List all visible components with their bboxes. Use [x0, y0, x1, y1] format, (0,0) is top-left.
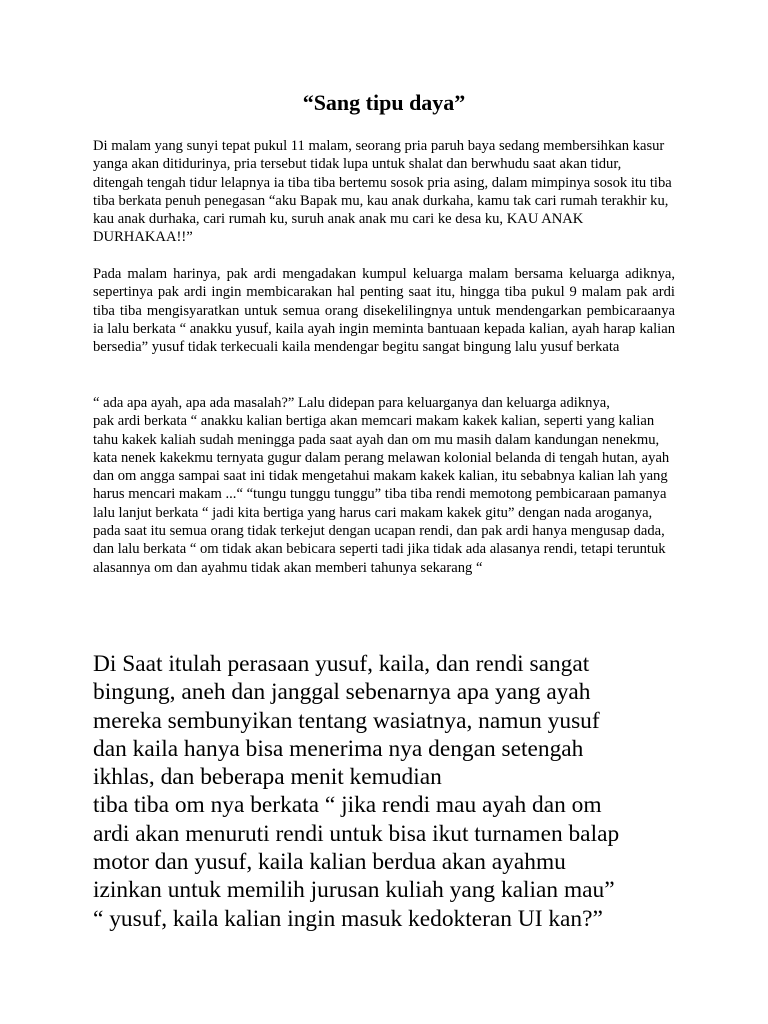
large-text-line: Di Saat itulah perasaan yusuf, kaila, dan rendi sangat — [93, 651, 590, 677]
large-text-line: mereka sembunyikan tentang wasiatnya, namun yusuf — [93, 707, 600, 734]
paragraph-3-line: dan lalu berkata “ om tidak akan bebicara seperti tadi jika tidak ada alasanya rendi, tetapi teruntuk alasannya om dan ayahmu tidak akan memberi tahunya sekarang “ — [93, 541, 666, 576]
document-title: “Sang tipu daya” — [302, 90, 466, 115]
large-text-line: bingung, aneh dan janggal sebenarnya apa yang ayah — [93, 679, 591, 706]
large-text-line: motor dan yusuf, kaila kalian berdua akan ayahmu — [93, 849, 566, 876]
large-text-line: ardi akan menuruti rendi untuk bisa ikut turnamen balap — [93, 820, 620, 847]
paragraph-1: Di malam yang sunyi tepat pukul 11 malam, seorang pria paruh baya sedang membersihkan kasur yanga akan ditidurinya, pria tersebut tidak lupa untuk shalat dan berwhudu saat akan tidur, ditengah tengah tidur lelapnya ia tiba tiba bertemu sosok pria asing, dalam mimpinya sosok itu tiba tiba berkata penuh penegasan “aku Bapak mu, kau anak durkaha, kamu tak cari rumah terakhir ku, kau anak durhaka, cari rumah ku, suruh anak anak mu cari ke desa ku, KAU ANAK DURHAKAA!!” — [93, 138, 672, 246]
large-text-line: “ yusuf, kaila kalian ingin masuk kedokteran UI kan?” — [93, 905, 603, 932]
large-text-line: tiba tiba om nya berkata “ jika rendi mau ayah dan om — [93, 792, 602, 819]
large-text-line: ikhlas, dan beberapa menit kemudian — [93, 764, 442, 791]
large-text-block — [93, 650, 693, 933]
large-text-line: dan kaila hanya bisa menerima nya dengan setengah — [93, 735, 584, 762]
large-text-line: izinkan untuk memilih jurusan kuliah yang kalian mau” — [93, 877, 615, 904]
paragraph-3 — [93, 394, 675, 577]
paragraph-3-line: “ ada apa ayah, apa ada masalah?” Lalu didepan para keluarganya dan keluarga adiknya, — [93, 395, 610, 411]
paragraph-3-line: pak ardi berkata “ anakku kalian bertiga akan memcari makam kakek kalian, seperti yang kalian tahu kakek kaliah sudah meningga pada saat ayah dan om mu masih dalam kandungan nenekmu, kata nenek kakekmu ternyata gugur dalam perang melawan kolonial belanda di tengah hutan, ayah dan om angga sampai saat ini tidak mengetahui makam kakek kalian, itu sebabnya kalian lah yang harus mencari makam ...“ “tungu tunggu tunggu” tiba tiba rendi memotong pembicaraan pamanya lalu lanjut berkata “ jadi kita bertiga yang harus cari makam kakek gitu” dengan nada aroganya, pada saat itu semua orang tidak terkejut dengan ucapan rendi, dan pak ardi hanya mengusap dada, — [93, 413, 670, 540]
paragraph-2: Pada malam harinya, pak ardi mengadakan kumpul keluarga malam bersama keluarga adiknya, sepertinya pak ardi ingin membicarakan hal penting saat itu, hingga tiba pukul 9 malam pak ardi tiba tiba mengisyaratkan untuk semua orang disekelilingnya untuk mendengarkan pembicaraanya ia lalu berkata “ anakku yusuf, kaila ayah ingin meminta bantuaan kepada kalian, ayah harap kalian bersedia” yusuf tidak terkecuali kaila mendengar begitu sangat bingung lalu yusuf berkata — [93, 266, 675, 356]
